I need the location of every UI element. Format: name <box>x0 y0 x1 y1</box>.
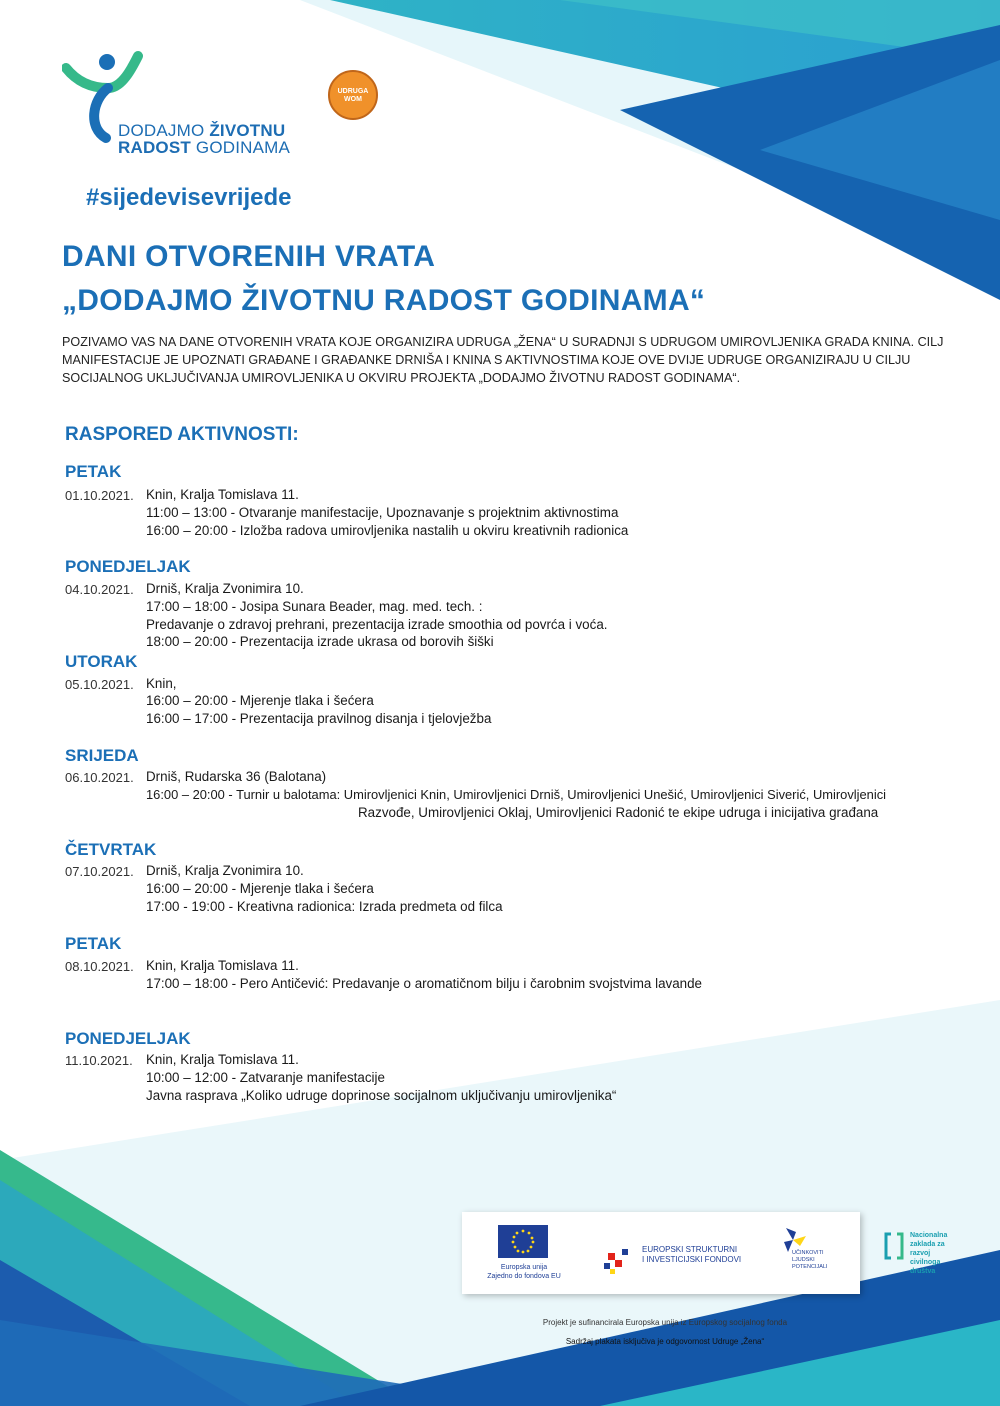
eu-caption: Europska unija Zajedno do fondova EU <box>487 1264 561 1280</box>
esif-caption: EUROPSKI STRUKTURNI I INVESTICIJSKI FONDOVI <box>642 1245 742 1264</box>
day-heading: UTORAK <box>65 652 138 671</box>
nacionalna-zaklada-logo-icon <box>884 1232 904 1260</box>
schedule-line: Drniš, Kralja Zvonimira 10. <box>146 863 304 878</box>
day-date: 04.10.2021. <box>65 582 134 597</box>
intro-paragraph: POZIVAMO VAS NA DANE OTVORENIH VRATA KOJE ORGANIZIRA UDRUGA „ŽENA“ U SURADNJI S UDRUGOM UMIROVLJENIKA GRADA KNINA. CILJ MANIFESTACIJE JE UPOZNATI GRAĐANE I GRAĐANKE DRNIŠA I KNINA S AKTIVNOSTIMA KOJE OVE DVIJE UDRUGE ORGANIZIRAJU U CILJU SOCIJALNOG UKLJUČIVANJA UMIROVLJENIKA U OKVIRU PROJEKTA „DODAJMO ŽIVOTNU RADOST GODINAMA“. <box>62 335 944 385</box>
schedule-line: 10:00 – 12:00 - Zatvaranje manifestacije <box>146 1070 385 1085</box>
responsibility-note: Sadržaj plakata isključiva je odgovornost Udruge „Žena“ <box>565 1337 765 1346</box>
schedule-line: 17:00 - 19:00 - Kreativna radionica: Izrada predmeta od filca <box>146 899 503 914</box>
schedule-line: Javna rasprava „Koliko udruge doprinose socijalnom uključivanju umirovljenika“ <box>146 1088 617 1103</box>
funding-note: Projekt je sufinancirala Europska unija iz Europskog socijalnog fonda <box>542 1318 788 1327</box>
schedule-line: Drniš, Rudarska 36 (Balotana) <box>146 769 327 784</box>
day-date: 01.10.2021. <box>65 488 134 503</box>
schedule-line: 16:00 – 17:00 - Prezentacija pravilnog disanja i tjelovježba <box>146 711 492 726</box>
eu-flag-icon <box>498 1225 548 1258</box>
day-heading: PONEDJELJAK <box>65 1029 191 1048</box>
schedule-line: 17:00 – 18:00 - Pero Antičević: Predavanje o aromatičnom bilju i čarobnim svojstvima lavande <box>146 976 702 991</box>
partner-badge-logo: UDRUGA WOM <box>328 70 378 120</box>
day-heading: PETAK <box>65 462 122 481</box>
schedule-line: Knin, <box>146 676 177 691</box>
schedule-line: 17:00 – 18:00 - Josipa Sunara Beader, mag. med. tech. : <box>146 599 483 614</box>
hashtag: #sijedevisevrijede <box>86 184 292 211</box>
esf-caption: UČINKOVITI LJUDSKI POTENCIJALI <box>792 1250 828 1270</box>
schedule-line: 16:00 – 20:00 - Mjerenje tlaka i šećera <box>146 881 374 896</box>
main-title-line1: DANI OTVORENIH VRATA <box>62 240 436 273</box>
schedule-line: Knin, Kralja Tomislava 11. <box>146 1052 299 1067</box>
project-logo-text: DODAJMO ŽIVOTNU RADOST GODINAMA <box>118 121 291 157</box>
schedule-line: 18:00 – 20:00 - Prezentacija izrade ukrasa od borovih šiški <box>146 634 494 649</box>
schedule-line: 16:00 – 20:00 - Turnir u balotama: Umirovljenici Knin, Umirovljenici Drniš, Umirovljenici Unešić, Umirovljenici Siverić, Umirovljenici <box>146 787 887 802</box>
day-heading: PONEDJELJAK <box>65 557 191 576</box>
schedule-line: Razvođe, Umirovljenici Oklaj, Umirovljenici Radonić te ekipe udruga i inicijativa građana <box>358 805 879 820</box>
schedule-line: 11:00 – 13:00 - Otvaranje manifestacije, Upoznavanje s projektnim aktivnostima <box>146 505 619 520</box>
nacionalna-zaklada-caption: Nacionalna zaklada za razvoj civilnoga društva <box>910 1232 948 1275</box>
esif-logo-icon <box>602 1245 636 1279</box>
day-date: 11.10.2021. <box>65 1053 133 1068</box>
day-date: 06.10.2021. <box>65 770 134 785</box>
schedule-line: 16:00 – 20:00 - Izložba radova umirovljenika nastalih u okviru kreativnih radionica <box>146 523 629 538</box>
funding-logos-box <box>462 1212 860 1294</box>
schedule-line: Predavanje o zdravoj prehrani, prezentacija izrade smoothia od povrća i voća. <box>146 617 608 632</box>
day-date: 05.10.2021. <box>65 677 134 692</box>
schedule-line: Knin, Kralja Tomislava 11. <box>146 958 299 973</box>
day-date: 08.10.2021. <box>65 959 134 974</box>
schedule-line: Drniš, Kralja Zvonimira 10. <box>146 581 304 596</box>
day-heading: PETAK <box>65 934 122 953</box>
schedule-line: 16:00 – 20:00 - Mjerenje tlaka i šećera <box>146 693 374 708</box>
day-heading: ČETVRTAK <box>65 840 157 859</box>
day-date: 07.10.2021. <box>65 864 134 879</box>
schedule-heading: RASPORED AKTIVNOSTI: <box>65 424 299 445</box>
schedule-line: Knin, Kralja Tomislava 11. <box>146 487 299 502</box>
main-title-line2: „DODAJMO ŽIVOTNU RADOST GODINAMA“ <box>62 284 706 317</box>
day-heading: SRIJEDA <box>65 746 139 765</box>
